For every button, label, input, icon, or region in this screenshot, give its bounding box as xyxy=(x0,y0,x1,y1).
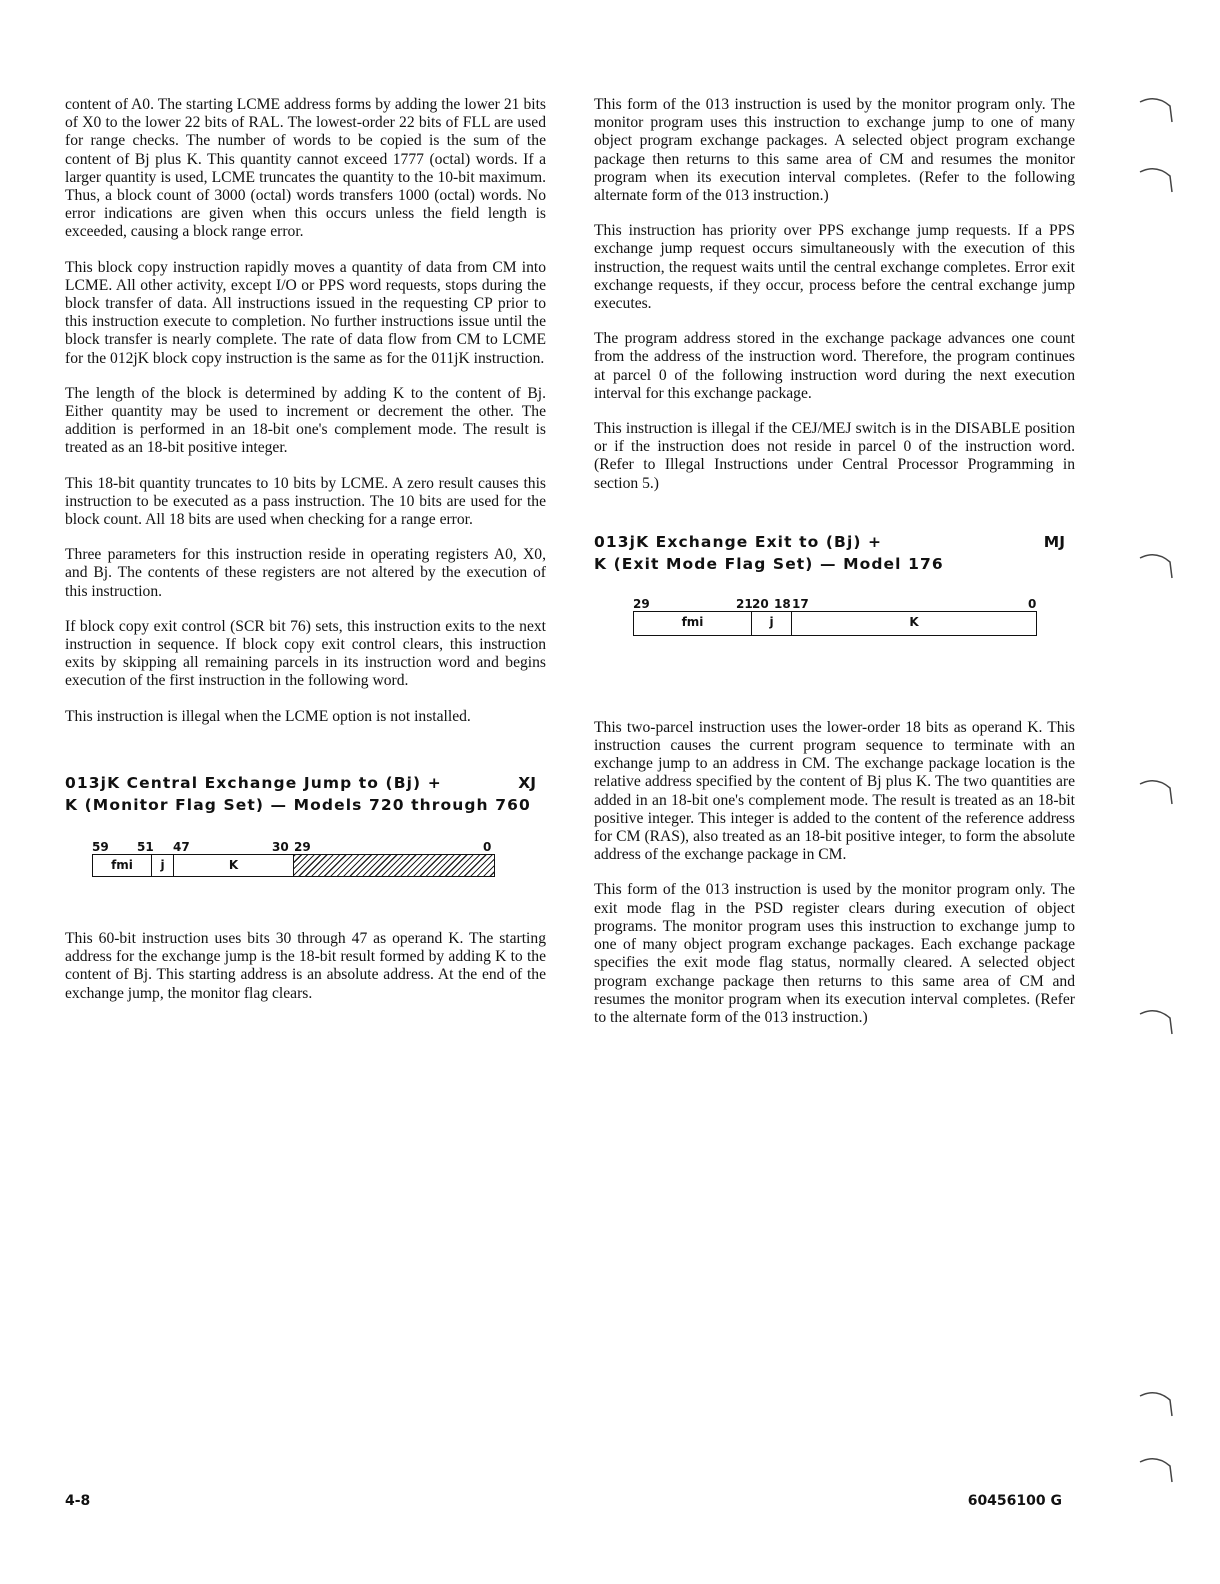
right-paragraph-1: This form of the 013 instruction is used by the monitor program only. The monitor program uses this instruction to exchange jump to one of many object program exchange packages. A selected object program exchange package then returns to this same area of CM and resumes the monitor program when its execution interval completes. (Refer to the following alternate form of the 013 instruction.) xyxy=(594,96,1075,205)
left-paragraph-2: This block copy instruction rapidly moves a quantity of data from CM into LCME. All other activity, except I/O or PPS word requests, stops during the block transfer of data. All instructions issued in the requesting CP prior to this instruction execute to completion. No further instructions issue until the block transfer is nearly complete. The rate of data flow from CM to LCME for the 012jK block copy instruction is the same as for the 011jK instruction. xyxy=(65,258,546,367)
margin-change-bar-6 xyxy=(1138,1388,1174,1418)
margin-change-bar-5 xyxy=(1138,1006,1174,1036)
left-paragraph-1: content of A0. The starting LCME address forms by adding the lower 21 bits of X0 to the lower 22 bits of RAL. The lowest-order 22 bits of FLL are used for range checks. The number of words to be copied is the sum of the content of Bj plus K. This quantity cannot exceed 1777 (octal) words. If a larger quantity is used, LCME truncates the quantity to the 10-bit maximum. Thus, a block count of 3000 (octal) words transfers 1000 (octal) words. No error indications are given when this occurs unless the field length is exceeded, causing a block range error. xyxy=(65,96,546,241)
mj-bit-21: 21 xyxy=(736,596,753,611)
mj-bit-18: 18 xyxy=(774,596,791,611)
right-paragraph-2: This instruction has priority over PPS exchange jump requests. If a PPS exchange jump request occurs simultaneously with the execution of this instruction, the request waits until the central exchange completes. Error exit exchange requests, if they occur, process before the central exchange jump executes. xyxy=(594,222,1075,313)
xj-field-fmi: fmi xyxy=(93,855,152,876)
xj-instruction-format-diagram xyxy=(65,838,546,904)
right-paragraph-3: The program address stored in the exchange package advances one count from the address of the instruction word. Therefore, the program continues at parcel 0 of the following instruction word during the next execution interval for this exchange package. xyxy=(594,330,1075,402)
margin-change-bar-2 xyxy=(1138,164,1174,194)
xj-field-j: j xyxy=(152,855,174,876)
xj-bit-0: 0 xyxy=(483,839,492,854)
page-number: 4-8 xyxy=(65,1493,91,1509)
mj-bit-0: 0 xyxy=(1028,596,1037,611)
mj-field-j: j xyxy=(752,612,792,635)
xj-bit-29: 29 xyxy=(294,839,311,854)
left-column xyxy=(65,96,546,1020)
mj-bit-20: 20 xyxy=(752,596,769,611)
mj-heading-line-2: K (Exit Mode Flag Set) — Model 176 xyxy=(594,554,944,573)
xj-field-k: K xyxy=(174,855,294,876)
margin-change-bar-7 xyxy=(1138,1454,1174,1484)
xj-heading-line-1: 013jK Central Exchange Jump to (Bj) + xyxy=(65,773,442,792)
left-paragraph-5: Three parameters for this instruction reside in operating registers A0, X0, and Bj. The contents of these registers are not altered by the execution of this instruction. xyxy=(65,546,546,600)
mj-field-box xyxy=(633,611,1037,636)
left-paragraph-6: If block copy exit control (SCR bit 76) sets, this instruction exits to the next instruction in sequence. If block copy exit control clears, this instruction exits by skipping all remaining parcels in its instruction word and begins execution of the first instruction in the following word. xyxy=(65,617,546,690)
xj-bit-30: 30 xyxy=(272,839,289,854)
mj-bit-17: 17 xyxy=(792,596,809,611)
xj-field-box xyxy=(92,854,495,877)
right-paragraph-6: This form of the 013 instruction is used by the monitor program only. The exit mode flag in the PSD register clears during execution of object programs. The monitor program uses this instruction to exchange jump to one of many object program exchange packages. Each exchange package specifies the exit mode flag status, normally cleared. A selected object program exchange package then returns to this same area of CM and resumes the monitor program when its execution interval completes. (Refer to the alternate form of the 013 instruction.) xyxy=(594,881,1075,1026)
margin-change-bar-1 xyxy=(1138,94,1174,124)
document-number: 60456100 G xyxy=(967,1493,1062,1509)
left-paragraph-8: This 60-bit instruction uses bits 30 through 47 as operand K. The starting address for the exchange jump is the 18-bit result formed by adding K to the content of Bj. This starting address is an absolute address. At the end of the exchange jump, the monitor flag clears. xyxy=(65,929,546,1002)
right-column xyxy=(594,96,1075,1044)
xj-unused-hatch xyxy=(294,855,494,876)
xj-instruction-heading xyxy=(65,772,546,816)
mj-bit-29: 29 xyxy=(633,596,650,611)
xj-heading-line-2: K (Monitor Flag Set) — Models 720 through 760 xyxy=(65,795,531,814)
right-paragraph-5: This two-parcel instruction uses the lower-order 18 bits as operand K. This instruction causes the current program sequence to terminate with an exchange jump to an address in CM. The exchange package location is the relative address specified by the content of Bj plus K. The two quantities are added in an 18-bit one's complement mode. The result is treated as an 18-bit positive integer. This integer is added to the content of the reference address for CM (RAS), also treated as an 18-bit positive integer, to form the absolute address of the exchange package in CM. xyxy=(594,718,1075,864)
left-paragraph-7: This instruction is illegal when the LCME option is not installed. xyxy=(65,707,471,725)
xj-bit-51: 51 xyxy=(137,839,154,854)
xj-bit-47: 47 xyxy=(173,839,190,854)
mj-field-k: K xyxy=(909,614,919,629)
margin-change-bar-4 xyxy=(1138,776,1174,806)
mj-mnemonic: MJ xyxy=(1043,532,1065,551)
xj-bit-59: 59 xyxy=(92,839,109,854)
mj-field-fmi: fmi xyxy=(634,612,752,635)
right-paragraph-4: This instruction is illegal if the CEJ/MEJ switch is in the DISABLE position or if the instruction does not reside in parcel 0 of the instruction word. (Refer to Illegal Instructions under Central Processor Programming in section 5.) xyxy=(594,420,1075,492)
left-paragraph-3: The length of the block is determined by adding K to the content of Bj. Either quantity may be used to increment or decrement the other. The addition is performed in an 18-bit one's complement mode. The result is treated as an 18-bit positive integer. xyxy=(65,384,546,457)
mj-instruction-format-diagram xyxy=(594,595,1075,693)
xj-mnemonic: XJ xyxy=(518,773,536,792)
mj-heading-line-1: 013jK Exchange Exit to (Bj) + xyxy=(594,532,883,551)
mj-instruction-heading xyxy=(594,531,1075,575)
margin-change-bar-3 xyxy=(1138,550,1174,580)
left-paragraph-4: This 18-bit quantity truncates to 10 bits by LCME. A zero result causes this instruction to be executed as a pass instruction. The 10 bits are used for the block count. All 18 bits are used when checking for a range error. xyxy=(65,474,546,529)
